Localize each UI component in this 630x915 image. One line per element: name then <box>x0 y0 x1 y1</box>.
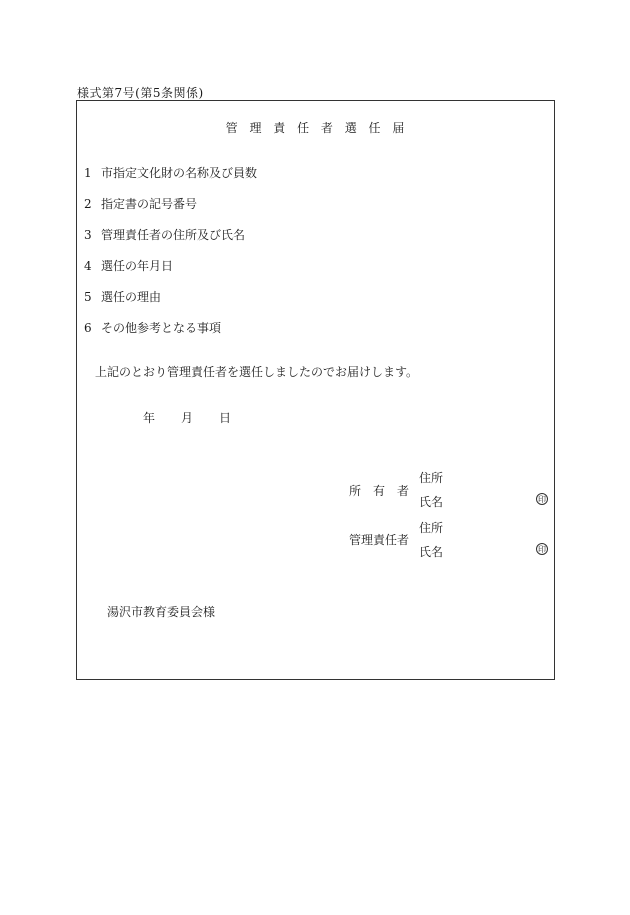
list-item <box>84 195 197 212</box>
item-label: 選任の理由 <box>101 290 162 304</box>
manager-role-label: 管理責任者 <box>349 533 410 547</box>
item-number: 6 <box>84 321 92 335</box>
item-number: 3 <box>84 228 92 242</box>
owner-role-label: 所 有 者 <box>349 484 410 498</box>
form-number-label: 様式第7号(第5条関係) <box>77 86 204 100</box>
item-label: 市指定文化財の名称及び員数 <box>101 166 258 180</box>
date-year-label: 年 <box>143 411 156 425</box>
item-label: 選任の年月日 <box>101 259 174 273</box>
item-number: 2 <box>84 197 92 211</box>
list-item <box>84 288 161 305</box>
form-title: 管 理 責 任 者 選 任 届 <box>225 121 406 135</box>
manager-name-label: 氏名 <box>419 545 444 559</box>
item-label: その他参考となる事項 <box>101 321 222 335</box>
date-month-label: 月 <box>181 411 194 425</box>
declaration-statement: 上記のとおり管理責任者を選任しましたのでお届けします。 <box>95 365 419 379</box>
manager-address-label: 住所 <box>419 521 444 535</box>
item-number: 1 <box>84 166 92 180</box>
list-item <box>84 164 257 181</box>
manager-seal-icon: 印 <box>538 545 546 554</box>
owner-seal-icon: 印 <box>538 495 546 504</box>
addressee: 湯沢市教育委員会様 <box>107 605 216 619</box>
item-number: 5 <box>84 290 92 304</box>
owner-name-label: 氏名 <box>419 495 444 509</box>
date-day-label: 日 <box>219 411 232 425</box>
date-line <box>143 409 231 426</box>
item-label: 指定書の記号番号 <box>101 197 198 211</box>
form-frame <box>76 100 555 680</box>
owner-address-label: 住所 <box>419 471 444 485</box>
list-item <box>84 319 221 336</box>
list-item <box>84 257 173 274</box>
list-item <box>84 226 245 243</box>
item-label: 管理責任者の住所及び氏名 <box>101 228 246 242</box>
item-number: 4 <box>84 259 92 273</box>
